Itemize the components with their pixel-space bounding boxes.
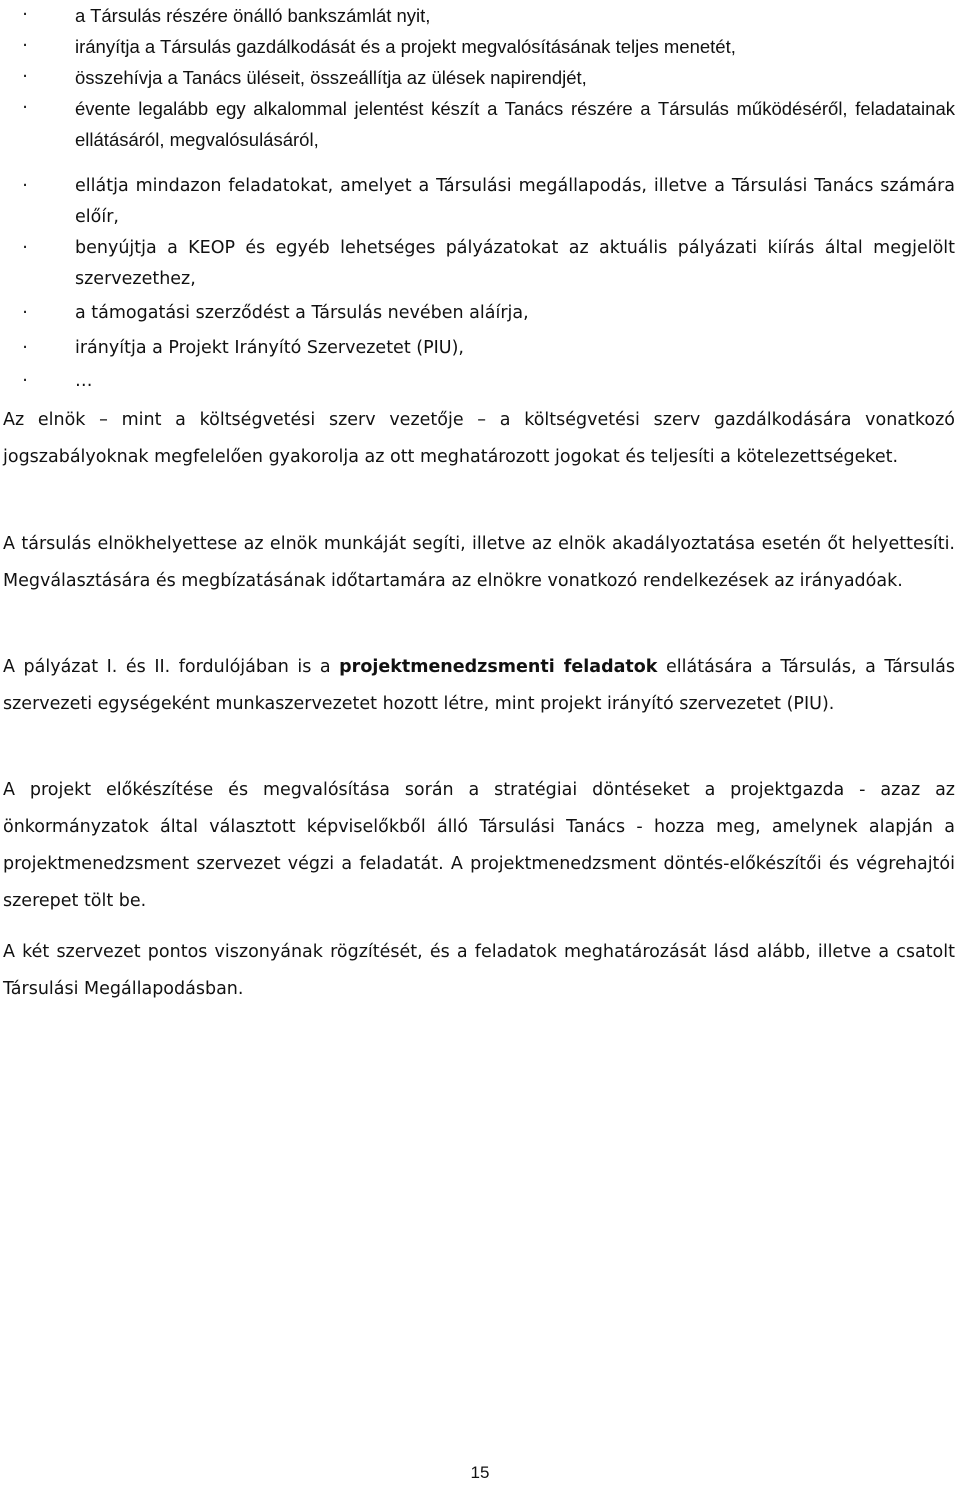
- bullet-marker: ·: [22, 338, 28, 358]
- emphasis-text: projektmenedzsmenti feladatok: [339, 657, 658, 677]
- paragraph-project-decisions: A projekt előkészítése és megvalósítása során a stratégiai döntéseket a projektgazda - azaz az önkormányzatok által választott képviselőkből álló Társulási Tanács - hozza meg, amelynek alapján a projektmenedzsment szervezet végzi a feladatát. A projektmenedzsment döntés-előkészítői és végrehajtói szerepet tölt be.: [3, 780, 955, 911]
- bullet-marker: ·: [22, 303, 28, 323]
- bullet-marker: ·: [22, 5, 28, 25]
- bullet-marker: ·: [22, 67, 28, 87]
- paragraph-chair-role: Az elnök – mint a költségvetési szerv vezetője – a költségvetési szerv gazdálkodására vonatkozó jogszabályoknak megfelelően gyakorolja az ott meghatározott jogokat és teljesíti a kötelezettségeket.: [3, 410, 955, 467]
- paragraph-text: A pályázat I. és II. fordulójában is a: [3, 657, 340, 677]
- bullet-text: benyújtja a KEOP és egyéb lehetséges pályázatokat az aktuális pályázati kiírás által megjelölt szervezethez,: [75, 238, 955, 289]
- bullet-marker: ·: [22, 36, 28, 56]
- bullet-marker: ·: [22, 176, 28, 196]
- bullet-marker: ·: [22, 98, 28, 118]
- bullet-text: a támogatási szerződést a Társulás nevében aláírja,: [75, 303, 529, 323]
- paragraph-text: ellátására a Társulás, a Társulás szervezeti egységeként munkaszervezetet hozott létre, mint projekt irányító szervezetet (PIU).: [3, 657, 956, 714]
- bullet-text: a Társulás részére önálló bankszámlát nyit,: [75, 5, 431, 26]
- paragraph-project-management: [3, 649, 955, 723]
- paragraph-deputy-chair: A társulás elnökhelyettese az elnök munkáját segíti, illetve az elnök akadályoztatása esetén őt helyettesíti. Megválasztására és megbízatásának időtartamára az elnökre vonatkozó rendelkezések az irányadóak.: [3, 534, 955, 591]
- bullet-marker: ·: [22, 238, 28, 258]
- bullet-text: …: [75, 371, 93, 391]
- bullet-text: irányítja a Projekt Irányító Szervezetet (PIU),: [75, 338, 464, 358]
- bullet-text: ellátja mindazon feladatokat, amelyet a Társulási megállapodás, illetve a Társulási Tanács számára előír,: [75, 176, 955, 227]
- page-number: 15: [470, 1463, 490, 1482]
- bullet-text: összehívja a Tanács üléseit, összeállítja az ülések napirendjét,: [75, 67, 587, 88]
- bullet-text: évente legalább egy alkalommal jelentést készít a Tanács részére a Társulás működéséről, feladatainak ellátásáról, megvalósulásáról,: [75, 98, 955, 150]
- bullet-text: irányítja a Társulás gazdálkodását és a projekt megvalósításának teljes menetét,: [75, 36, 736, 57]
- paragraph-relationship: A két szervezet pontos viszonyának rögzítését, és a feladatok meghatározását lásd alább, illetve a csatolt Társulási Megállapodásban.: [3, 942, 955, 999]
- bullet-marker: ·: [22, 371, 28, 391]
